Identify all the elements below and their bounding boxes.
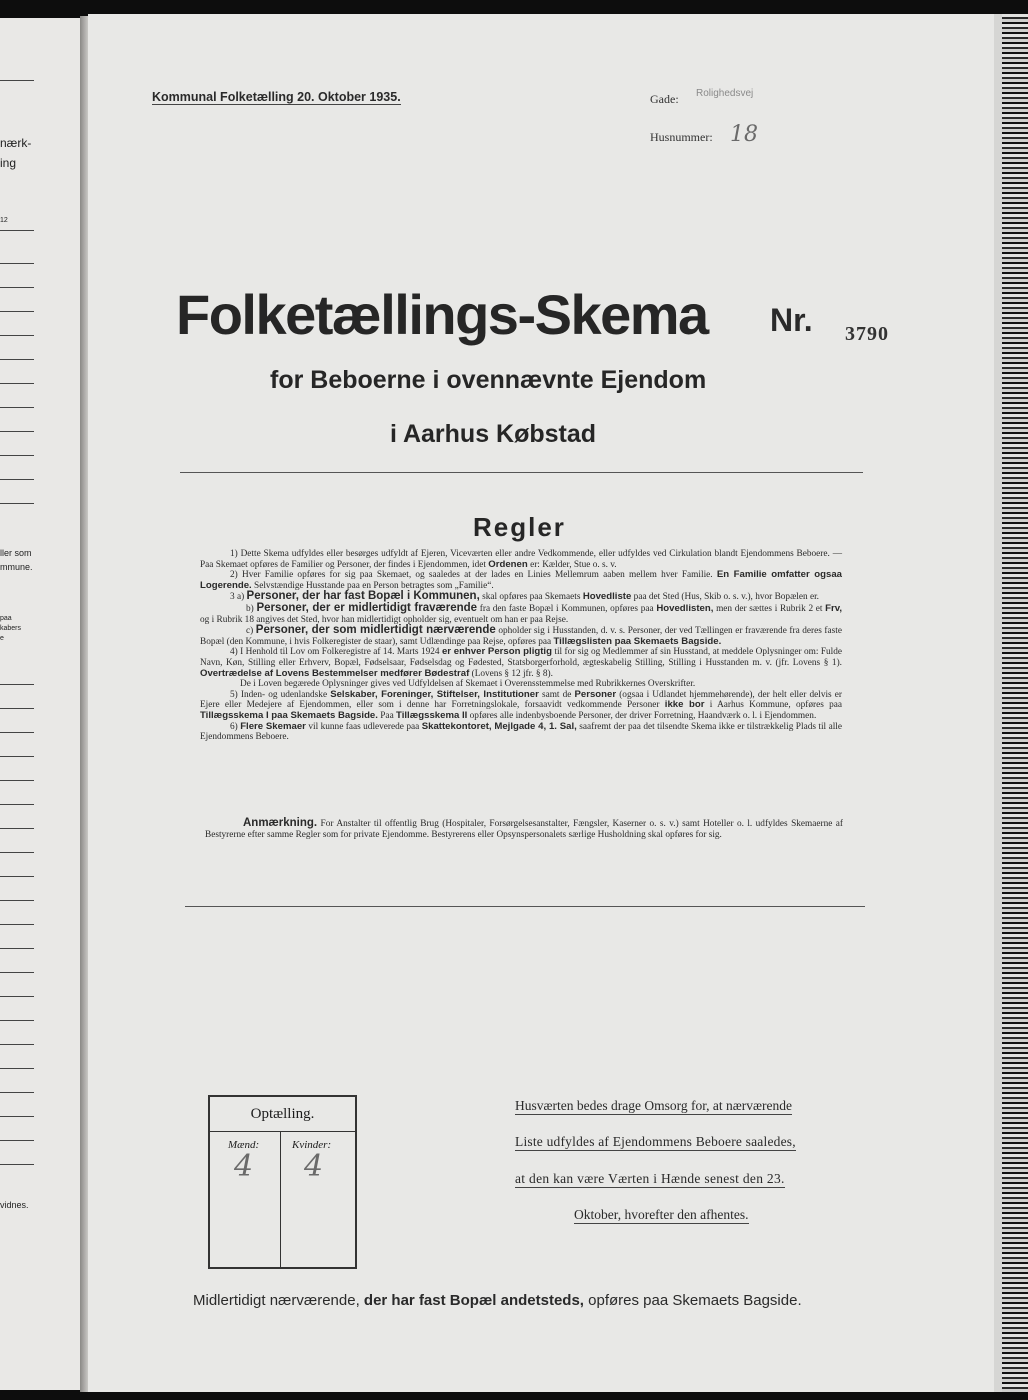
left-rule (0, 1140, 34, 1141)
left-text: paa (0, 615, 12, 622)
rule-text: til for sig og Medlemmer af sin Husstand, at meddele Oplysninger om: Fulde Navn, Køn, Stilling eller Erhverv, Bopæl, Fødselsaar, Fødselsdag og Fødested, Statsborgerforhold, ægteskabelig Stilling, Stilling i Husstanden m. v. (jfr. Lovens § 1). (200, 647, 843, 668)
left-rule (0, 828, 34, 829)
left-text: vidnes. (0, 1200, 29, 1210)
footer-emphasis: der har fast Bopæl andetsteds, (363, 1292, 584, 1309)
rule-5 (200, 690, 842, 722)
rule-number: 6) (230, 721, 238, 732)
left-rule (0, 431, 34, 432)
rule-text: fra den faste Bopæl i Kommunen, opføres paa (479, 603, 654, 614)
note-text: For Anstalter til offentlig Brug (Hospitaler, Forsørgelsesanstalter, Fængsler, Kaserner o. s. v.) samt Hoteller o. l. udfyldes Skemaerne af Bestyrerne efter samme Regler som for private Ejendomme. Bestyrerens eller Opsynspersonalets særlige Husholdning skal opføres for sig. (205, 819, 844, 840)
landlord-notice-line-4: Oktober, hvorefter den afhentes. (574, 1207, 749, 1222)
rule-emphasis: Personer, der er midlertidigt fraværende (256, 601, 478, 614)
note-section (205, 818, 843, 840)
left-rule (0, 359, 34, 360)
rule-emphasis: Hovedlisten, (656, 602, 714, 614)
rule-emphasis: Ordenen (488, 558, 528, 570)
left-text: e (0, 635, 4, 642)
rule-text: (ogsaa i Udlandet hjemmehørende), der helt eller delvis er Ejere eller Medejere af Ejendommen, eller som i denne har Forretningslokale, forsaavidt vedkommende Personer (200, 689, 842, 711)
left-rule (0, 1116, 34, 1117)
left-rule (0, 948, 34, 949)
divider (180, 472, 863, 473)
count-box-title: Optælling. (210, 1097, 355, 1132)
rule-text: men der sættes i Rubrik 2 et (716, 603, 823, 614)
left-rule (0, 780, 34, 781)
rule-text: og i Rubrik 18 angives det Sted, hvor han midlertidigt opholder sig, eventuelt om han er paa Rejse. (200, 614, 569, 625)
left-rule (0, 852, 34, 853)
left-rule (0, 1068, 34, 1069)
street-value: Rolighedsvej (696, 88, 754, 99)
rule-emphasis: Skattekontoret, Mejlgade 4, 1. Sal, (421, 720, 577, 732)
footer-text: Midlertidigt nærværende, (193, 1292, 360, 1309)
book-gutter (80, 16, 88, 1392)
rule-text: vil kunne faas udleverede paa (308, 721, 420, 732)
left-text: mmune. (0, 562, 33, 572)
rule-emphasis: Tillægsskema II (396, 709, 468, 721)
left-rule (0, 80, 34, 81)
page-edge (994, 14, 1002, 1392)
rule-text: 1) Dette Skema udfyldes eller besørges udfyldt af Ejeren, Viceværten eller andre Vedkommende, eller udfyldes ved Cirkulation blandt Ejendommens Beboere. — Paa Skemaet opføres de Familier og Personer, der findes i Ejendommen, idet (200, 549, 842, 570)
women-count: 4 (304, 1149, 324, 1184)
rule-6 (200, 722, 842, 743)
rule-emphasis: er enhver Person pligtig (441, 646, 552, 658)
left-text: kabers (0, 625, 22, 632)
rule-text: er: Kælder, Stue o. s. v. (530, 559, 617, 570)
left-rule (0, 1164, 34, 1165)
landlord-notice-line-2: Liste udfyldes af Ejendommens Beboere saaledes, (515, 1134, 796, 1149)
left-rule (0, 287, 34, 288)
left-rule (0, 972, 34, 973)
rule-text: opføres alle indenbysboende Personer, der driver Forretning, Haandværk o. l. i Ejendommen. (469, 710, 817, 721)
left-rule (0, 407, 34, 408)
rule-emphasis: Tillægsskema I paa Skemaets Bagside. (200, 709, 378, 721)
rule-4 (200, 647, 842, 679)
rule-1 (200, 549, 842, 570)
form-number-value: 3790 (845, 323, 889, 345)
rule-text: paa det Sted (Hus, Skib o. s. v.), hvor Bopælen er. (633, 592, 819, 603)
rule-text: (Lovens § 12 jfr. § 8). (471, 668, 553, 679)
rule-text: opholder sig i Husstanden, d. v. s. Personer, der ved Tællingen er fraværende fra deres faste Bopæl (den Kommune, i hvis Folkeregister de staar), samt Udlændinge paa Rejse, opføres paa (200, 626, 842, 647)
left-rule (0, 335, 34, 336)
rule-emphasis: Overtrædelse af Lovens Bestemmelser medfører Bødestraf (200, 667, 470, 679)
rule-number: b) (246, 603, 254, 614)
footer-note (193, 1292, 802, 1309)
left-rule (0, 804, 34, 805)
rule-emphasis: Frv, (825, 602, 843, 614)
men-count: 4 (234, 1149, 254, 1184)
rules-section (200, 549, 842, 743)
rule-2 (200, 570, 842, 591)
rule-text: 5) Inden- og udenlandske (230, 689, 328, 700)
rule-number: 3 a) (230, 592, 245, 603)
house-number-value: 18 (730, 122, 758, 147)
left-rule (0, 924, 34, 925)
rule-3c (200, 625, 842, 647)
rule-emphasis: ikke bor (664, 699, 705, 711)
left-rule (0, 996, 34, 997)
women-label: Kvinder: (292, 1139, 332, 1151)
rule-text: Selvstændige Husstande paa en Person betragtes som „Familie“. (254, 580, 494, 591)
rule-text: 2) Hver Familie opføres for sig paa Skemaet, og saaledes at der lades en Linies Mellemrum aaben mellem hver Familie. (230, 570, 713, 581)
left-rule (0, 876, 34, 877)
divider (185, 906, 865, 907)
rule-emphasis: Personer, der har fast Bopæl i Kommunen, (246, 590, 480, 603)
rule-emphasis: En Familie omfatter ogsaa Logerende. (200, 569, 842, 591)
house-number-label: Husnummer: (650, 130, 713, 144)
count-box (208, 1095, 357, 1269)
left-text: nærk- (0, 136, 32, 150)
rule-emphasis: Hovedliste (582, 591, 632, 603)
rule-emphasis: Selskaber, Foreninger, Stiftelser, Institutioner (330, 688, 539, 700)
rule-emphasis: Personer, der som midlertidigt nærværende (255, 624, 496, 637)
count-box-divider (280, 1131, 281, 1267)
left-rule (0, 230, 34, 231)
census-title: Kommunal Folketælling 20. Oktober 1935. (152, 90, 401, 104)
left-rule (0, 900, 34, 901)
left-rule (0, 263, 34, 264)
left-rule (0, 479, 34, 480)
left-rule (0, 503, 34, 504)
rule-text: 4) I Henhold til Lov om Folkeregistre af 14. Marts 1924 (230, 647, 440, 658)
footer-text: opføres paa Skemaets Bagside. (588, 1292, 802, 1309)
street-label: Gade: (650, 92, 679, 106)
rule-text: De i Loven begærede Oplysninger gives ved Udfyldelsen af Skemaet i Overensstemmelse med Rubrikkernes Overskrifter. (240, 679, 696, 690)
left-rule (0, 1020, 34, 1021)
note-label: Anmærkning. (243, 817, 318, 829)
rule-number: c) (246, 626, 254, 637)
form-subtitle-2: i Aarhus Købstad (390, 420, 597, 448)
left-page-fragment (0, 18, 82, 1390)
rule-emphasis: Flere Skemaer (240, 720, 306, 732)
left-rule (0, 732, 34, 733)
left-rule (0, 684, 34, 685)
rules-heading: Regler (473, 512, 566, 542)
rule-text: samt de (541, 689, 572, 700)
form-number-label: Nr. (770, 302, 813, 338)
landlord-notice-line-1: Husværten bedes drage Omsorg for, at nærværende (515, 1098, 793, 1113)
left-text: ing (0, 156, 17, 170)
left-rule (0, 708, 34, 709)
rule-text: i Aarhus Kommune, opføres paa (709, 700, 843, 711)
left-rule (0, 1044, 34, 1045)
left-text: ller som (0, 548, 32, 558)
left-rule (0, 311, 34, 312)
left-rule (0, 455, 34, 456)
left-rule (0, 383, 34, 384)
form-title: Folketællings-Skema (176, 283, 708, 346)
men-label: Mænd: (228, 1139, 260, 1151)
rule-3b (200, 603, 842, 625)
left-rule (0, 1092, 34, 1093)
rule-text: Paa (380, 710, 394, 721)
landlord-notice-line-3: at den kan være Værten i Hænde senest den 23. (515, 1171, 785, 1186)
left-rule (0, 756, 34, 757)
form-subtitle-1: for Beboerne i ovennævnte Ejendom (270, 366, 707, 394)
note-paragraph (205, 818, 843, 840)
rule-text: saafremt der paa det tilsendte Skema ikke er tilstrækkelig Plads til alle Ejendommens Beboere. (200, 721, 842, 743)
rule-emphasis: Tillægslisten paa Skemaets Bagside. (553, 635, 722, 647)
rule-text: skal opføres paa Skemaets (482, 592, 581, 603)
rule-emphasis: Personer (574, 688, 617, 700)
left-text: 12 (0, 217, 8, 224)
